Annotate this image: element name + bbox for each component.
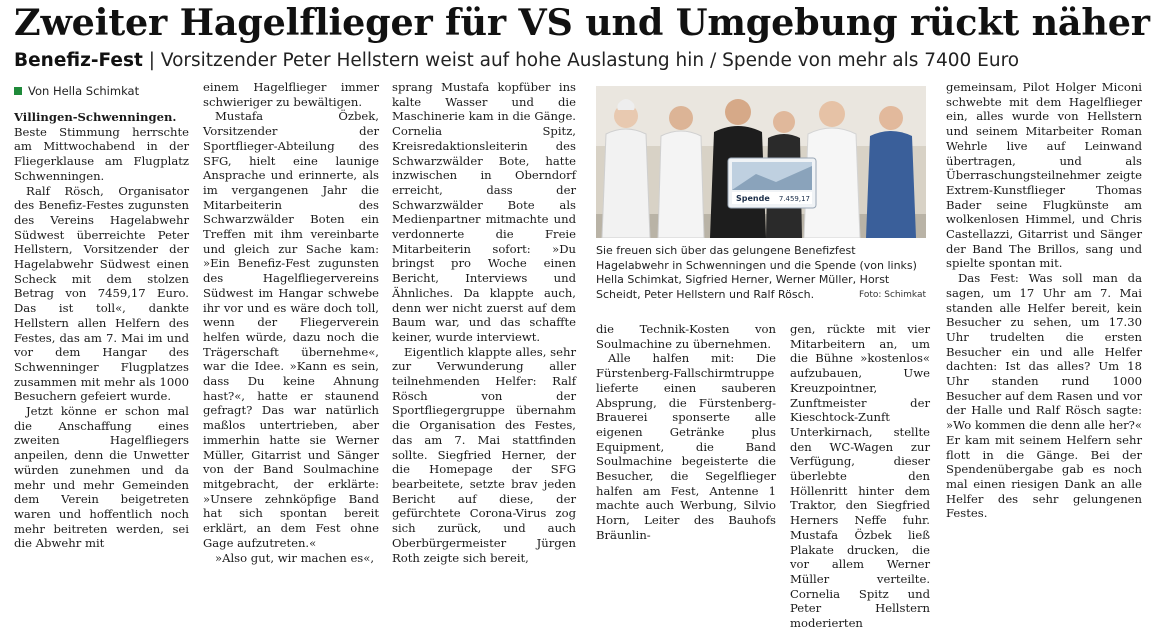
article-paragraph bbox=[203, 551, 379, 566]
paragraph-text: gemeinsam, Pilot Holger Miconi schwebte mit dem Hagelflieger ein, alles wurde von Hellstern und seinem Mitarbeiter Roman Wehrle live auf Leinwand übertragen, und als Überraschungsteilnehmer zeigte Extrem-Kunstflieger Thomas Bader seine Flugkünste am wolkenlosen Himmel, und Chris Castellazzi, Gitarrist und Sänger der Band The Brillos, sang und spielte spontan mit. bbox=[946, 80, 1142, 271]
article-paragraph bbox=[392, 80, 576, 345]
article-paragraph bbox=[14, 110, 189, 184]
paragraph-text: »Also gut, wir machen es«, bbox=[215, 550, 375, 565]
photo-credit: Foto: Schimkat bbox=[858, 289, 926, 300]
donation-check bbox=[728, 158, 816, 208]
article-paragraph bbox=[946, 271, 1142, 521]
paragraph-text: Eigentlich klappte alles, sehr zur Verwunderung aller teilnehmenden Helfer: Ralf Rösch von der Sportfliegergruppe übernahm die Organisation des Festes, das am 7. Mai stattfinden sollte. Siegfried Herner, der die Homepage der SFG bearbeitete, setzte brav jeden Bericht auf diese, der gefürchtete Corona-Virus zog sich zurück, und auch Oberbürgermeister Jürgen Roth zeigte sich bereit, bbox=[392, 344, 576, 565]
article-paragraph bbox=[946, 80, 1142, 271]
article-column-4 bbox=[596, 322, 776, 543]
byline bbox=[14, 84, 139, 98]
paragraph-text: Alle halfen mit: Die Fürstenberg-Fallschirmtruppe lieferte einen sauberen Absprung, die Fürstenberg-Brauerei sponserte alle eigenen Getränke plus Equipment, die Band Soulmachine begeisterte die Besucher, die Segelflieger halfen am Fest, Antenne 1 machte auch Werbung, Silvio Horn, Leiter des Bauhofs Bräunlin- bbox=[596, 351, 776, 542]
article-column-5 bbox=[790, 322, 930, 631]
dateline: Villingen-Schwenningen. bbox=[14, 110, 177, 124]
subhead-text: Vorsitzender Peter Hellstern weist auf hohe Auslastung hin / Spende von mehr als 7400 Euro bbox=[160, 50, 1020, 71]
paragraph-text: die Technik-Kosten von Soulmachine zu übernehmen. bbox=[596, 322, 776, 351]
article-paragraph bbox=[203, 109, 379, 550]
article-column-3 bbox=[392, 80, 576, 565]
article-column-6 bbox=[946, 80, 1142, 521]
subheadline bbox=[14, 48, 1154, 74]
byline-author: Von Hella Schimkat bbox=[28, 84, 140, 98]
article-paragraph bbox=[596, 322, 776, 351]
paragraph-text: Das Fest: Was soll man da sagen, um 17 Uhr am 7. Mai standen alle Helfer bereit, kein Besucher zu sehen, um 17.30 Uhr trudelten die ersten Besucher ein und alle Helfer dachten: Ist das alles? Um 18 Uhr standen rund 1000 Besucher auf dem Rasen und vor der Halle und Ralf Rösch sagte: »Wo kommen die denn alle her?« Er kam mit seinem Helfern sehr flott in die Gänge. Bei der Spendenübergabe gab es noch mal einen riesigen Dank an alle Helfer des sehr gelungenen Festes. bbox=[946, 271, 1142, 521]
paragraph-text: Ralf Rösch, Organisator des Benefiz-Festes zugunsten des Vereins Hagelabwehr Südwest überreichte Peter Hellstern, Vorsitzender der Hagelabwehr Südwest einen Scheck mit dem stolzen Betrag von 7459,17 Euro. Das ist toll«, dankte Hellstern allen Helfern des Festes, das am 7. Mai im und vor dem Hangar des Schwenninger Flugplatzes zusammen mit mehr als 1000 Besuchern gefeiert wurde. bbox=[14, 183, 189, 404]
paragraph-text: Mustafa Özbek, Vorsitzender der Sportflieger-Abteilung des SFG, hielt eine launige Ansprache und erinnerte, als im vergangenen Jahr die Mitarbeiterin des Schwarzwälder Boten ein Treffen mit ihm vereinbarte und gleich zur Sache kam: »Ein Benefiz-Fest zugunsten des Hagelfliegervereins Südwest im Hangar schwebe ihr vor und es wäre doch toll, wenn der Fliegerverein helfen würde, dazu noch die Trägerschaft übernehme«, war die Idee. »Kann es sein, dass Du keine Ahnung hast?«, hatte er staunend gefragt? Das war natürlich maßlos untertrieben, aber immerhin hatte sie Werner Müller, Gitarrist und Sänger von der Band Soulmachine mitgebracht, der erklärte: »Unsere zehnköpfige Band hat sich spontan bereit erklärt, an dem Fest ohne Gage aufzutreten.« bbox=[203, 109, 379, 550]
article-paragraph bbox=[14, 404, 189, 551]
caption-text: Sie freuen sich über das gelungene Benefizfest Hagelabwehr in Schwenningen und die Spende (von links) Hella Schimkat, Sigfried Herner, Werner Müller, Horst Scheidt, Peter Hellstern und Ralf Rösch. bbox=[596, 244, 917, 301]
check-amount: 7.459,17 bbox=[778, 195, 810, 203]
paragraph-text: Beste Stimmung herrschte am Mittwochabend in der Fliegerklause am Flugplatz Schwenningen. bbox=[14, 124, 189, 183]
article-paragraph bbox=[790, 322, 930, 631]
paragraph-text: einem Hagelflieger immer schwieriger zu bewältigen. bbox=[203, 80, 379, 109]
article-paragraph bbox=[596, 351, 776, 542]
group-photo-illustration bbox=[596, 86, 926, 238]
subhead-separator: | bbox=[148, 50, 155, 71]
article-paragraph bbox=[203, 80, 379, 109]
article-column-2 bbox=[203, 80, 379, 565]
photo-caption bbox=[596, 244, 926, 302]
paragraph-text: sprang Mustafa kopfüber ins kalte Wasser und die Maschinerie kam in die Gänge. Cornelia Spitz, Kreisredaktionsleiterin des Schwarzwälder Bote, hatte inzwischen in Oberndorf erreicht, dass der Schwarzwälder Bote als Medienpartner mitmachte und verdonnerte die Freie Mitarbeiterin sofort: »Du bringst pro Woche einen Bericht, Interviews und Ähnliches. Da klappte auch, denn wer nicht zuerst auf dem Baum war, und das schaffte keiner, wurde interviewt. bbox=[392, 80, 576, 344]
byline-square-icon bbox=[14, 87, 22, 95]
headline: Zweiter Hagelflieger für VS und Umgebung rückt näher bbox=[14, 1, 1150, 44]
check-label: Spende bbox=[736, 194, 770, 203]
paragraph-text: gen, rückte mit vier Mitarbeitern an, um die Bühne »kostenlos« aufzubauen, Uwe Kreuzpointner, Zunftmeister der Kieschtock-Zunft Unterkirnach, stellte den WC-Wagen zur Verfügung, dieser überlebte den Höllenritt hinter dem Traktor, den Siegfried Herners Neffe fuhr. Mustafa Özbek ließ Plakate drucken, die vor allem Werner Müller verteilte. Cornelia Spitz und Peter Hellstern moderierten bbox=[790, 322, 930, 631]
paragraph-text: Jetzt könne er schon mal die Anschaffung eines zweiten Hagelfliegers anpeilen, denn die Unwetter würden zunehmen und da mehr und mehr Gemeinden dem Verein beigetreten waren und hoffentlich noch mehr beitreten werden, sei die Abwehr mit bbox=[14, 404, 189, 551]
group-photo bbox=[596, 86, 926, 238]
article-column-1 bbox=[14, 110, 189, 551]
article-paragraph bbox=[14, 184, 189, 405]
article-paragraph bbox=[392, 345, 576, 566]
subhead-kicker: Benefiz-Fest bbox=[14, 50, 143, 71]
